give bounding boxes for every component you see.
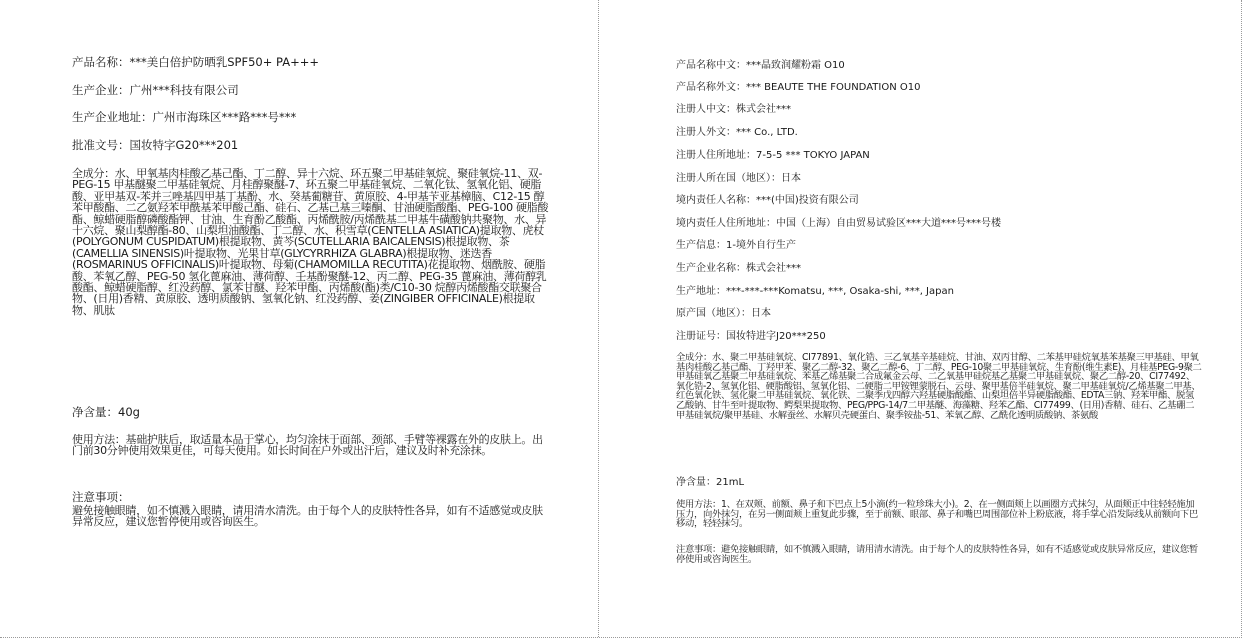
- registrant-cn: 注册人中文：株式会社***: [676, 104, 791, 115]
- responsible-name: 境内责任人名称：***(中国)投资有限公司: [676, 195, 859, 206]
- notice-text: 注意事项：避免接触眼睛，如不慎溅入眼睛，请用清水清洗。由于每个人的皮肤特性各异，如有不适感觉或皮肤异常反应，建议您暂停使用或咨询医生。: [676, 544, 1198, 565]
- registrant-country: 注册人所在国（地区）：日本: [676, 173, 801, 184]
- responsible-address: 境内责任人住所地址：中国（上海）自由贸易试验区***大道***号***号楼: [676, 218, 1001, 229]
- panel-divider: [598, 0, 599, 637]
- manufacturer-address: 生产企业地址：广州市海珠区***路***号***: [72, 110, 297, 124]
- notice-title: 注意事项：: [72, 490, 130, 504]
- registrant-foreign: 注册人外文：*** Co., LTD.: [676, 127, 798, 138]
- notice-text: 避免接触眼睛，如不慎溅入眼睛，请用清水清洗。由于每个人的皮肤特性各异，如有不适感觉或皮肤异常反应，建议您暂停使用或咨询医生。: [72, 504, 543, 529]
- producer-address: 生产地址：***-***-***Komatsu, ***, Osaka-shi, ***, Japan: [676, 286, 954, 297]
- product-name-foreign: 产品名称外文：*** BEAUTE THE FOUNDATION O10: [676, 82, 921, 93]
- product-name-cn: 产品名称中文：***晶致润耀粉霜 O10: [676, 60, 845, 71]
- net-content: 净含量：40g: [72, 405, 140, 419]
- usage-text: 使用方法：基础护肤后，取适量本品于掌心，均匀涂抹于面部、颈部、手臂等裸露在外的皮肤上。出门前30分钟使用效果更佳，可每天使用。如长时间在户外或出汗后，建议及时补充涂抹。: [72, 433, 543, 458]
- usage-text: 使用方法：1、在双颊、前额、鼻子和下巴点上5小滴(约一粒珍珠大小)。2、在一侧面颊上以画圈方式抹匀，从面颊正中往轻轻施加压力，向外抹匀，在另一侧面颊上重复此步骤，至于前额、眼部、鼻子和嘴巴周围部位补上粉底液，将手掌心沿发际线从前额向下巴移动，轻轻抹匀。: [676, 499, 1198, 530]
- ingredients-text: 全成分：水、甲氧基肉桂酸乙基己酯、丁二醇、异十六烷、环五聚二甲基硅氧烷、聚硅氧烷-11、双-PEG-15 甲基醚聚二甲基硅氧烷、月桂醇聚醚-7、环五聚二甲基硅氧烷、二氧化钛、氢氧化铝、硬脂酸、亚甲基双-苯并三唑基四甲基丁基酚、水、癸基葡糖苷、黄原胶、4-甲基苄亚基樟脑、C12-15 醇苯甲酸酯、二乙氨羟苯甲酰基苯甲酸己酯、硅石、乙基己基三嗪酮、甘油硬脂酸酯、PEG-100 硬脂酸酯、鲸蜡硬脂醇磷酸酯钾、甘油、生育酚乙酸酯、丙烯酰胺/丙烯酰基二甲基牛磺酸钠共聚物、水、异十六烷、聚山梨醇酯-80、山梨坦油酸酯、丁二醇、水、积雪草(CENTELLA ASIATICA)提取物、虎杖(POLYGONUM CUSPIDATUM)根提取物、黄芩(SCUTELLARIA BAICALENSIS)根提取物、茶(CAMELLIA SINENSIS)叶提取物、光果甘草(GLYCYRRHIZA GLABRA)根提取物、迷迭香(ROSMARINUS OFFICINALIS)叶提取物、母菊(CHAMOMILLA RECUTITA)花提取物、烟酰胺、硬脂酸、苯氧乙醇、PEG-50 氢化蓖麻油、薄荷醇、壬基酚聚醚-12、丙二醇、PEG-35 蓖麻油、薄荷醇乳酸酯、鲸蜡硬脂醇、红没药醇、氯苯甘醚、羟苯甲酯、丙烯酸(酯)类/C10-30 烷醇丙烯酸酯交联聚合物、(日用)香精、黄原胶、透明质酸钠、氢氧化钠、红没药醇、姜(ZINGIBER OFFICINALE)根提取物、肌肽: [72, 167, 549, 317]
- net-content: 净含量：21mL: [676, 477, 745, 488]
- manufacturer: 生产企业：广州***科技有限公司: [72, 83, 239, 97]
- production-info: 生产信息：1-境外自行生产: [676, 240, 796, 251]
- registration-number: 注册证号：国妆特进字J20***250: [676, 331, 826, 342]
- product-name: 产品名称：***美白倍护防晒乳SPF50+ PA+++: [72, 55, 319, 69]
- registrant-address: 注册人住所地址：7-5-5 *** TOKYO JAPAN: [676, 150, 870, 161]
- approval-number: 批准文号：国妆特字G20***201: [72, 138, 239, 152]
- ingredients-text: 全成分：水、聚二甲基硅氧烷、CI77891、氧化锆、三乙氧基辛基硅烷、甘油、双丙甘醇、二苯基甲硅烷氧基苯基聚三甲基硅、甲氧基肉桂酸乙基己酯、丁羟甲苯、聚乙二醇-32、聚乙二醇-6、丁二醇、PEG-10聚二甲基硅氧烷、生育酚(维生素E)、月桂基PEG-9聚二甲基硅氧乙基聚二甲基硅氧烷、苯基乙烯基聚二合成氟金云母、二乙氧基甲硅烷基乙基聚二甲基硅氧烷、聚乙二醇-20、CI77492、氧化锆-2、氢氧化铝、硬脂酸铝、氢氧化铝、二硬脂二甲铵锂蒙脱石、云母、聚甲基倍半硅氧烷、聚二甲基硅氧烷/乙烯基聚二甲基、红色氧化铁、氢化聚二甲基硅氧烷、氧化铁、二聚季戊四醇六羟基硬脂酸酯、山梨坦倍半异硬脂酸酯、EDTA三钠、羟苯甲酯、脱氢乙酸钠、甘牛至叶提取物、鳄梨果提取物、PEG/PPG-14/7二甲基醚、海藻糖、羟苯乙酯、CI77499、(日用)香精、硅石、乙基硼二甲基硅氧烷/聚甲基硅、水解蚕丝、水解贝壳硬蛋白、聚季铵盐-51、苯氧乙醇、乙酰化透明质酸钠、茶氨酸: [676, 352, 1202, 421]
- origin-country: 原产国（地区）：日本: [676, 308, 771, 319]
- producer-name: 生产企业名称：株式会社***: [676, 263, 801, 274]
